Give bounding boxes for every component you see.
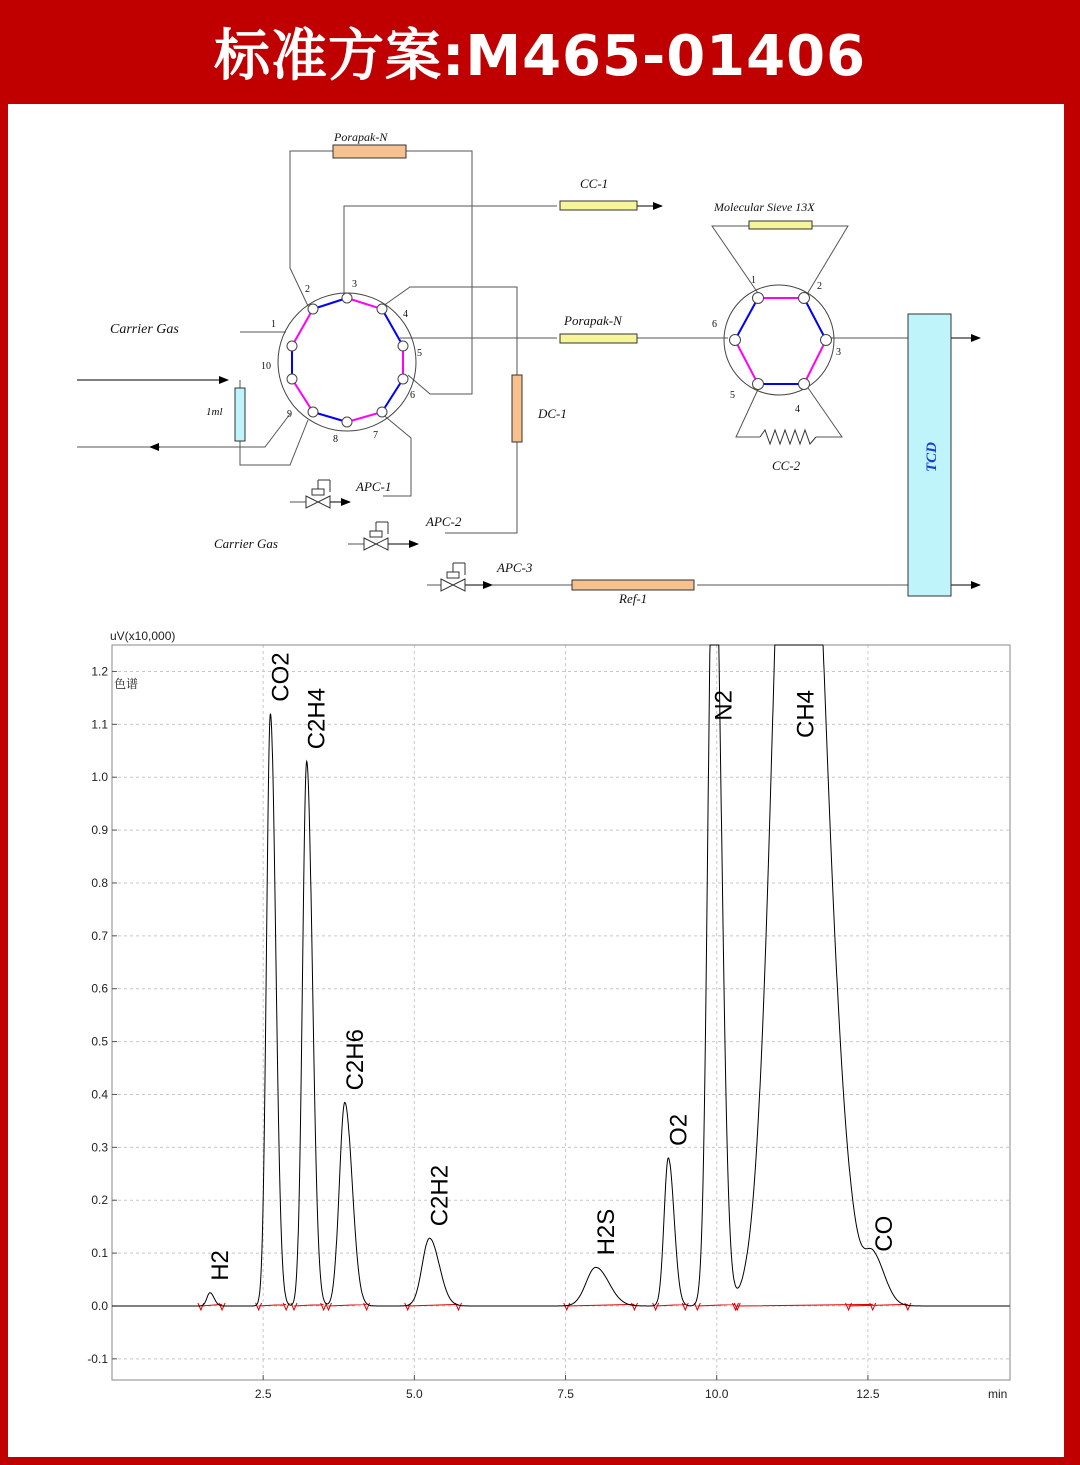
port-10: 10 <box>261 361 271 372</box>
peak-label-c2h6: C2H6 <box>341 1029 369 1091</box>
peak-label-c2h2: C2H2 <box>426 1164 454 1227</box>
chromatogram-trace <box>112 645 1010 1306</box>
port-4: 4 <box>403 309 408 320</box>
port-2: 2 <box>305 284 310 295</box>
chart-ticks <box>87 664 880 1401</box>
y-tick-label: 1.2 <box>91 664 108 679</box>
peak-label-co2: CO2 <box>267 652 295 702</box>
y-tick-label: 0.5 <box>91 1034 108 1049</box>
port-7: 7 <box>373 430 378 441</box>
label-apc2: APC-2 <box>426 514 462 529</box>
peak-labels <box>207 652 898 1280</box>
y-tick-label: 0.7 <box>91 928 108 943</box>
label-molecular-sieve: Molecular Sieve 13X <box>714 200 815 214</box>
port-1: 1 <box>271 319 276 330</box>
y-tick-label: 0.6 <box>91 981 108 996</box>
plot-frame <box>112 645 1010 1380</box>
port-3: 3 <box>352 279 357 290</box>
x-tick-label: 7.5 <box>557 1387 574 1401</box>
v6-port-3: 3 <box>836 347 841 358</box>
peak-label-ch4: CH4 <box>792 690 820 739</box>
port-8: 8 <box>333 434 338 445</box>
peak-label-o2: O2 <box>665 1113 693 1146</box>
label-ref1: Ref-1 <box>619 591 648 606</box>
peak-label-co: CO <box>870 1215 898 1252</box>
chart-grid <box>112 645 1010 1380</box>
y-tick-label: 0.1 <box>91 1246 108 1261</box>
peak-label-h2s: H2S <box>592 1208 620 1256</box>
port-9: 9 <box>287 409 292 420</box>
y-tick-label: 0.4 <box>91 1087 108 1102</box>
y-tick-label: 0.0 <box>91 1298 108 1313</box>
x-axis-unit: min <box>988 1387 1008 1401</box>
page-title: 标准方案:M465-01406 <box>213 24 867 89</box>
label-porapak-mid: Porapak-N <box>564 313 622 328</box>
x-tick-label: 5.0 <box>406 1387 423 1401</box>
label-carrier-gas-1: Carrier Gas <box>110 322 179 337</box>
label-dc1: DC-1 <box>538 406 567 421</box>
y-axis-label: uV(x10,000) <box>110 629 176 643</box>
label-porapak-top: Porapak-N <box>334 130 388 144</box>
label-cc2: CC-2 <box>772 458 801 473</box>
label-apc1: APC-1 <box>356 479 392 494</box>
peak-label-n2: N2 <box>710 690 738 721</box>
port-6: 6 <box>410 390 415 401</box>
port-5: 5 <box>417 348 422 359</box>
label-cc1: CC-1 <box>580 176 609 191</box>
x-tick-label: 10.0 <box>705 1387 729 1401</box>
label-apc3: APC-3 <box>497 560 533 575</box>
label-loop: 1ml <box>206 406 223 418</box>
x-tick-label: 2.5 <box>254 1387 272 1401</box>
y-tick-label: 0.2 <box>91 1193 108 1208</box>
x-tick-label: 12.5 <box>856 1387 880 1401</box>
chart-annotation: 色谱 <box>114 677 139 691</box>
peak-label-c2h4: C2H4 <box>303 687 331 750</box>
label-carrier-gas-2: Carrier Gas <box>214 536 278 551</box>
y-tick-label: 0.9 <box>91 823 108 838</box>
y-tick-label: -0.1 <box>87 1351 108 1366</box>
label-tcd: TCD <box>924 442 940 472</box>
peak-label-h2: H2 <box>207 1250 234 1281</box>
v6-port-1: 1 <box>751 275 756 286</box>
y-tick-label: 1.0 <box>91 770 108 785</box>
v6-port-5: 5 <box>730 390 735 401</box>
y-tick-label: 0.8 <box>91 875 108 890</box>
y-tick-label: 1.1 <box>91 717 108 732</box>
v6-port-2: 2 <box>817 281 822 292</box>
v6-port-6: 6 <box>712 319 717 330</box>
y-tick-label: 0.3 <box>91 1140 108 1155</box>
v6-port-4: 4 <box>795 404 800 415</box>
